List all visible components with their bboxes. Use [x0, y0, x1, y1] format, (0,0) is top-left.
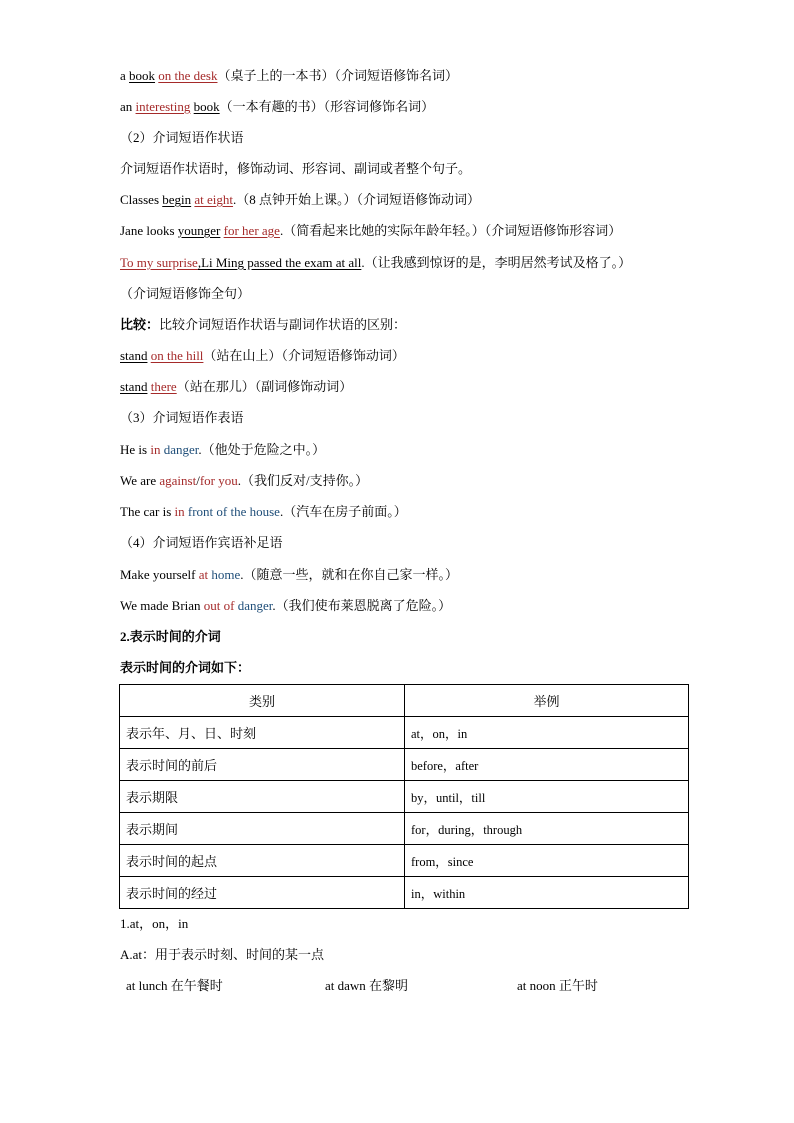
table-row: 表示时间的起点 from，since: [120, 845, 689, 877]
noun-book: book: [129, 68, 156, 83]
example-interesting-book: an interesting book（一本有趣的书）（形容词修饰名词）: [120, 99, 435, 114]
example-classes-begin: Classes begin at eight.（8 点钟开始上课。）（介词短语修饰动词）: [120, 192, 481, 207]
note-whole-sentence: （介词短语修饰全句）: [120, 286, 251, 301]
prep-phrase: on the desk: [158, 68, 218, 83]
subheading-adverbial: （2）介词短语作状语: [120, 130, 244, 145]
table-row: 表示期间 for，during，through: [120, 813, 689, 845]
example-at-home: Make yourself at home.（随意一些，就和在你自己家一样。）: [120, 567, 458, 582]
header-category: 类别: [120, 685, 405, 717]
paragraph-adverbial: 介词短语作状语时，修饰动词、形容词、副词或者整个句子。: [120, 161, 472, 176]
example-against-for: We are against/for you.（我们反对/支持你。）: [120, 473, 369, 488]
example-stand-there: stand there（站在那儿）（副词修饰动词）: [120, 379, 353, 394]
adjective: interesting: [135, 99, 191, 114]
example-at-lunch: at lunch 在午餐时: [126, 978, 223, 993]
section-heading-time-prepositions: 2.表示时间的介词: [120, 629, 221, 644]
subheading-at-on-in: 1.at，on，in: [120, 916, 189, 931]
table-intro: 表示时间的介词如下：: [120, 660, 251, 675]
example-at-dawn: at dawn 在黎明: [325, 978, 409, 993]
example-front-of-house: The car is in front of the house.（汽车在房子前面。）: [120, 504, 407, 519]
subheading-predicative: （3）介词短语作表语: [120, 410, 244, 425]
comparison-heading: 比较：比较介词短语作状语与副词作状语的区别：: [120, 317, 407, 332]
example-stand-on-hill: stand on the hill（站在山上）（介词短语修饰动词）: [120, 348, 405, 363]
time-prepositions-table: [119, 684, 689, 909]
example-book-on-desk: a book on the desk（桌子上的一本书）（介词短语修饰名词）: [120, 68, 459, 83]
header-examples: 举例: [405, 685, 689, 717]
example-to-my-surprise: To my surprise,Li Ming passed the exam at all.（让我感到惊讶的是，李明居然考试及格了。）: [120, 255, 632, 270]
subheading-object-complement: （4）介词短语作宾语补足语: [120, 535, 283, 550]
table-row: 表示期限 by，until，till: [120, 781, 689, 813]
table-header-row: [120, 685, 689, 717]
example-out-of-danger: We made Brian out of danger.（我们使布莱恩脱离了危险。）: [120, 598, 452, 613]
table-row: 表示时间的经过 in，within: [120, 877, 689, 909]
example-at-noon: at noon 正午时: [517, 978, 598, 993]
example-in-danger: He is in danger.（他处于危险之中。）: [120, 442, 326, 457]
rule-at: A.at：用于表示时刻、时间的某一点: [120, 947, 325, 962]
table-row: 表示时间的前后 before，after: [120, 749, 689, 781]
table-row: 表示年、月、日、时刻 at，on，in: [120, 717, 689, 749]
example-jane-looks: Jane looks younger for her age.（简看起来比她的实际年龄年轻。）（介词短语修饰形容词）: [120, 223, 622, 238]
noun: book: [193, 99, 220, 114]
